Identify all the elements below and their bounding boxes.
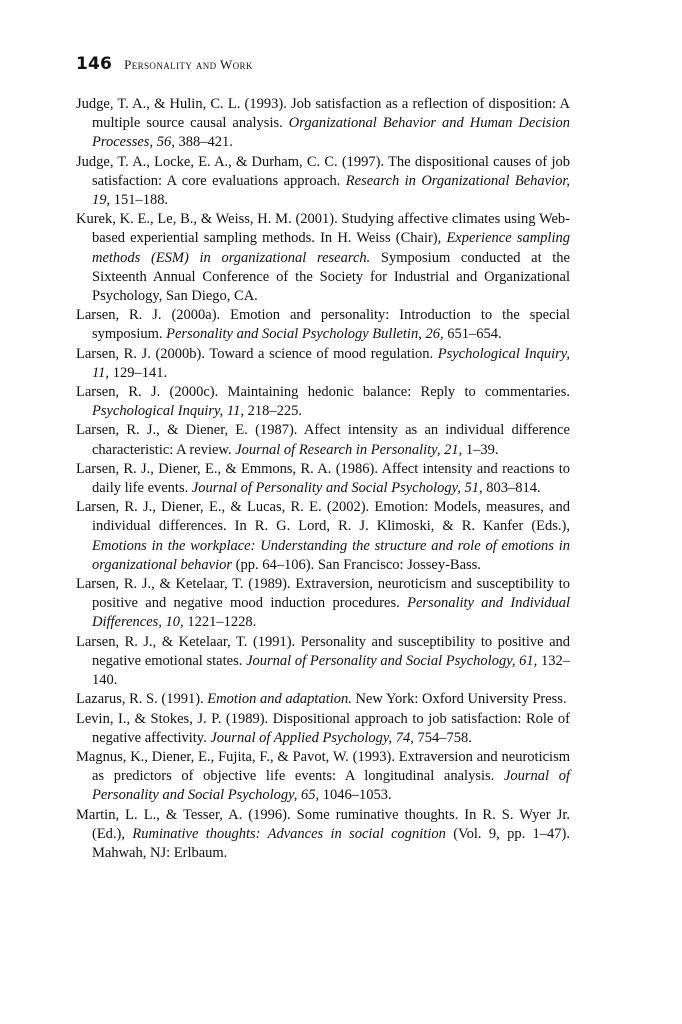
reference-entry: Magnus, K., Diener, E., Fujita, F., & Pavot, W. (1993). Extraversion and neuroticism as predictors of objective life events: A longitudinal analysis. Journal of Personality and Social Psychology, 65, 1046–1053. [76,748,571,804]
reference-entry: Larsen, R. J., & Diener, E. (1987). Affect intensity as an individual difference characteristic: A review. Journal of Research in Personality, 21, 1–39. [76,422,570,458]
page-header [76,54,253,74]
reference-entry: Larsen, R. J., Diener, E., & Lucas, R. E. (2002). Emotion: Models, measures, and individual differences. In R. G. Lord, R. J. Klimoski, & R. Kanfer (Eds.), Emotions in the workplace: Understanding the structure and role of emotions in organizational behavior (pp. 64–106). San Francisco: Jossey-Bass. [76,499,570,573]
reference-entry: Martin, L. L., & Tesser, A. (1996). Some ruminative thoughts. In R. S. Wyer Jr. (Ed.), Ruminative thoughts: Advances in social cognition (Vol. 9, pp. 1–47). Mahwah, NJ: Erlbaum. [76,806,571,861]
reference-entry: Larsen, R. J. (2000c). Maintaining hedonic balance: Reply to commentaries. Psychological Inquiry, 11, 218–225. [76,384,570,420]
reference-entry: Larsen, R. J., & Ketelaar, T. (1991). Personality and susceptibility to positive and negative emotional states. Journal of Personality and Social Psychology, 61, 132–140. [76,633,570,689]
reference-entry: Judge, T. A., Locke, E. A., & Durham, C. C. (1997). The dispositional causes of job satisfaction: A core evaluations approach. Research in Organizational Behavior, 19, 151–188. [76,153,570,209]
running-title: Personality and Work [124,57,253,72]
reference-entry: Larsen, R. J. (2000a). Emotion and personality: Introduction to the special symposium. Personality and Social Psychology Bulletin, 26, 651–654. [76,307,570,343]
reference-entry: Larsen, R. J., Diener, E., & Emmons, R. A. (1986). Affect intensity and reactions to daily life events. Journal of Personality and Social Psychology, 51, 803–814. [76,460,570,497]
reference-entry: Larsen, R. J. (2000b). Toward a science of mood regulation. Psychological Inquiry, 11, 129–141. [76,345,571,381]
reference-entry: Judge, T. A., & Hulin, C. L. (1993). Job satisfaction as a reflection of disposition: A multiple source causal analysis. Organizational Behavior and Human Decision Processes, 56, 388–421. [76,96,570,151]
reference-entry: Levin, I., & Stokes, J. P. (1989). Dispositional approach to job satisfaction: Role of negative affectivity. Journal of Applied Psychology, 74, 754–758. [76,710,570,746]
reference-entry: Larsen, R. J., & Ketelaar, T. (1989). Extraversion, neuroticism and susceptibility to positive and negative mood induction procedures. Personality and Individual Differences, 10, 1221–1228. [76,576,571,631]
reference-entry: Kurek, K. E., Le, B., & Weiss, H. M. (2001). Studying affective climates using Web-based experiential sampling methods. In H. Weiss (Chair), Experience sampling methods (ESM) in organizational research. Symposium conducted at the Sixteenth Annual Conference of the Society for Industrial and Organizational Psychology, San Diego, CA. [76,211,570,305]
reference-list [76,95,570,863]
page-number: 146 [76,54,113,74]
reference-entry: Lazarus, R. S. (1991). Emotion and adaptation. New York: Oxford University Press. [76,691,567,708]
